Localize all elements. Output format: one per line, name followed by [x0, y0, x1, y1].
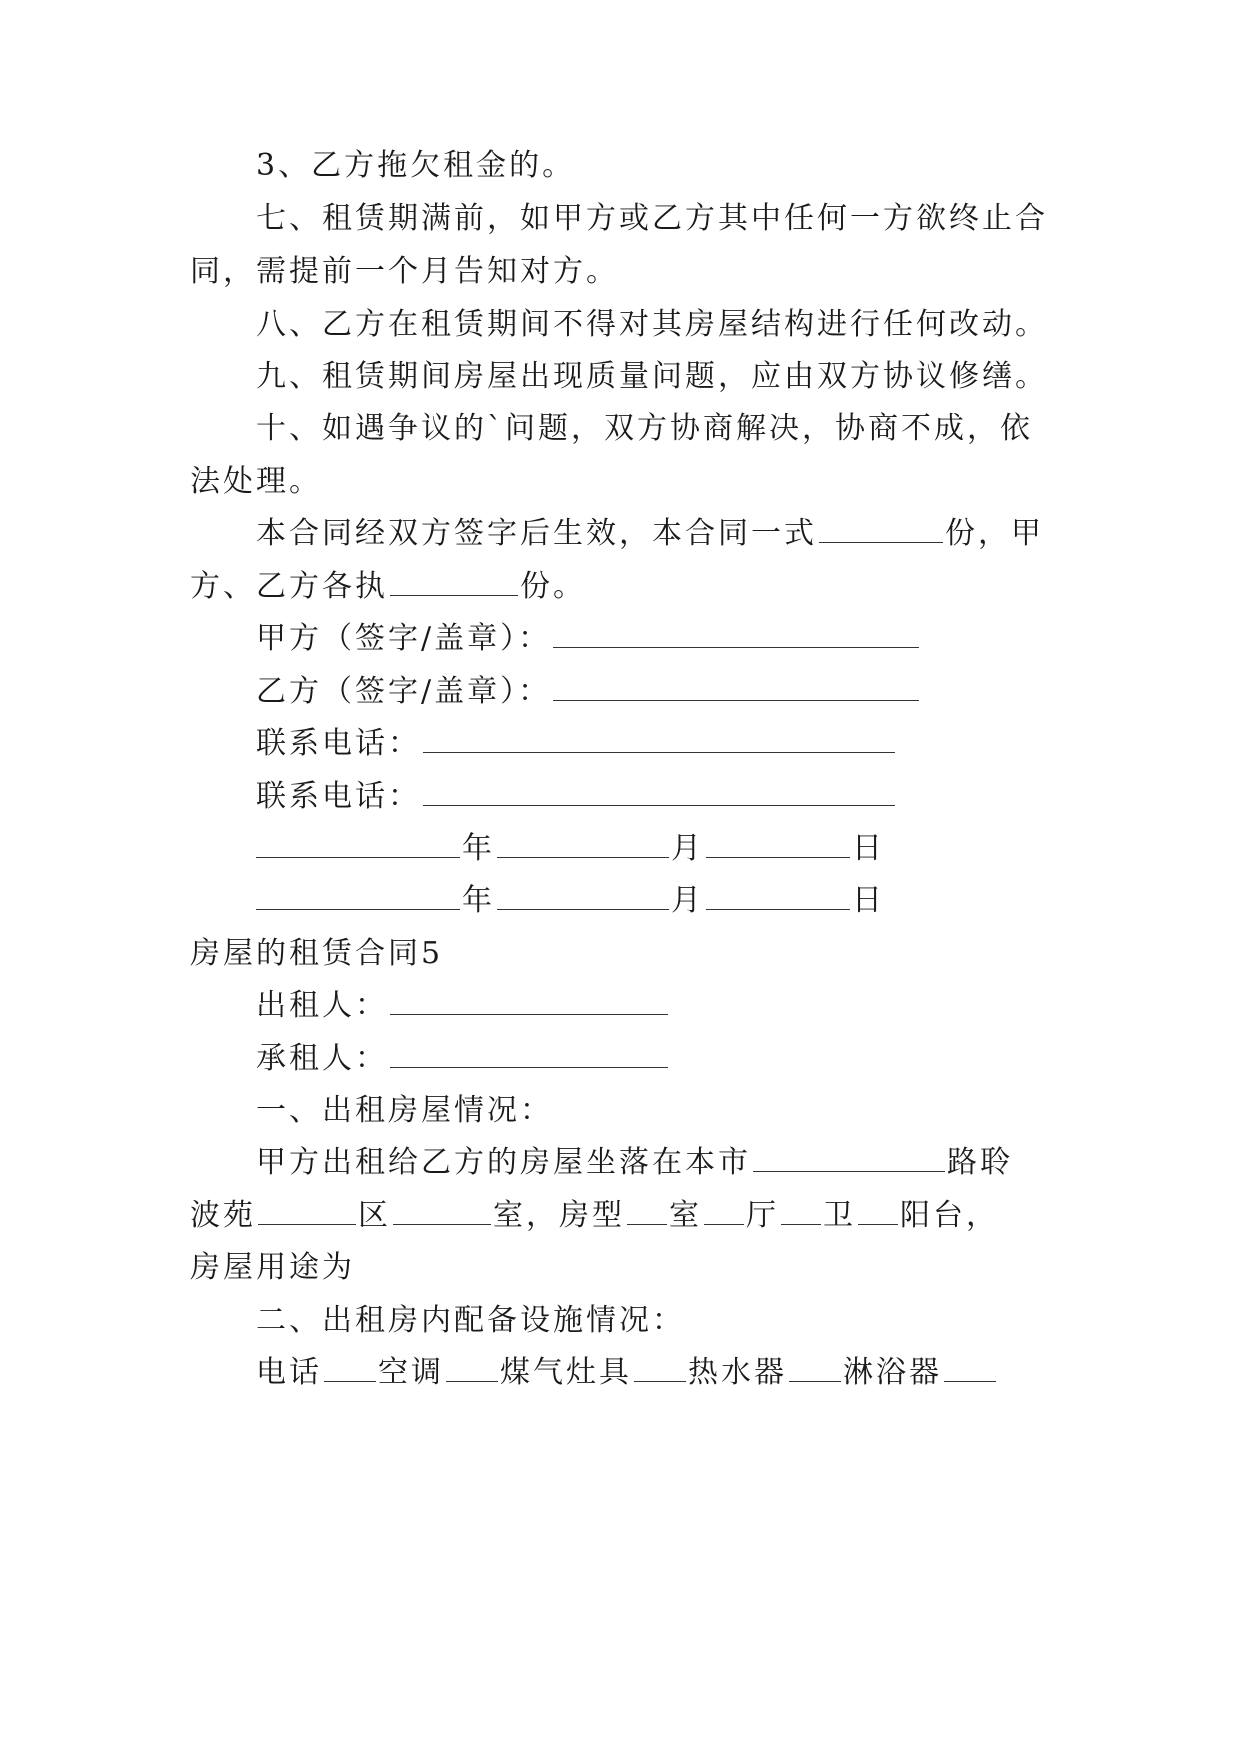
bedrooms-blank [627, 1196, 667, 1225]
facility-shower-blank [944, 1353, 996, 1382]
facility-gas-stove-blank [634, 1353, 686, 1382]
halls-label: 厅 [746, 1198, 779, 1233]
copies-line2-prefix: 方、乙方各执 [190, 569, 388, 604]
phone-blank-1 [423, 724, 895, 753]
lessor-label: 出租人： [256, 988, 388, 1023]
party-b-signature-blank [553, 672, 919, 701]
day-label-1: 日 [852, 831, 885, 866]
facilities-line [256, 1353, 1060, 1393]
facility-gas-stove: 煤气灶具 [500, 1355, 632, 1390]
day-blank-1 [706, 829, 850, 858]
section-2-title: 二、出租房内配备设施情况： [256, 1303, 685, 1338]
facility-ac: 空调 [378, 1355, 444, 1390]
day-blank-2 [706, 881, 850, 910]
clause-7-text-line1: 七、租赁期满前，如甲方或乙方其中任何一方欲终止合 [256, 201, 1048, 236]
clause-8-text: 八、乙方在租赁期间不得对其房屋结构进行任何改动。 [256, 307, 1048, 342]
copies-mid: 份，甲 [945, 516, 1044, 551]
facility-water-heater: 热水器 [688, 1355, 787, 1390]
balconies-label: 阳台， [900, 1198, 999, 1233]
phone-blank-2 [423, 777, 895, 806]
copies-count-blank [819, 514, 943, 543]
facility-phone-blank [324, 1353, 376, 1382]
year-blank-1 [256, 829, 460, 858]
clause-9-text: 九、租赁期间房屋出现质量问题，应由双方协议修缮。 [256, 359, 1048, 394]
district-label: 区 [358, 1198, 391, 1233]
year-blank-2 [256, 881, 460, 910]
year-label-1: 年 [462, 831, 495, 866]
phone-label-1: 联系电话： [256, 726, 421, 761]
contract-5-title: 房屋的租赁合同5 [190, 936, 444, 971]
room-blank [393, 1196, 491, 1225]
section-1-text-line1 [256, 1143, 1060, 1183]
clause-3-text: 3、乙方拖欠租金的。 [256, 148, 576, 183]
room-label: 室，房型 [493, 1198, 625, 1233]
phone-line-1 [256, 724, 1060, 764]
section-1-text-line2 [190, 1196, 1060, 1236]
date-line-2 [256, 881, 1060, 921]
location-prefix: 甲方出租给乙方的房屋坐落在本市 [256, 1145, 751, 1180]
party-a-signature-line [256, 619, 1060, 659]
bathrooms-blank [781, 1196, 821, 1225]
clause-10-text-line1: 十、如遇争议的`问题，双方协商解决，协商不成，依 [256, 411, 1033, 446]
halls-blank [704, 1196, 744, 1225]
section-1-title: 一、出租房屋情况： [256, 1093, 553, 1128]
party-a-signature-blank [553, 619, 919, 648]
party-b-signature-label: 乙方（签字/盖章）： [256, 674, 552, 709]
facility-shower: 淋浴器 [843, 1355, 942, 1390]
year-label-2: 年 [462, 883, 495, 918]
copies-line-2 [190, 567, 1060, 607]
lessee-blank [390, 1039, 668, 1068]
month-blank-2 [497, 881, 669, 910]
clause-10-text-line2: 法处理。 [190, 464, 322, 499]
phone-line-2 [256, 777, 1060, 817]
bathrooms-label: 卫 [823, 1198, 856, 1233]
facility-water-heater-blank [789, 1353, 841, 1382]
copies-line2-suffix: 份。 [520, 569, 586, 604]
location-garden: 波苑 [190, 1198, 256, 1233]
date-line-1 [256, 829, 1060, 869]
copies-prefix: 本合同经双方签字后生效，本合同一式 [256, 516, 817, 551]
party-a-signature-label: 甲方（签字/盖章）： [256, 621, 552, 656]
lessor-blank [390, 986, 668, 1015]
lessee-line [256, 1039, 1060, 1079]
facility-ac-blank [446, 1353, 498, 1382]
copies-line-1 [256, 514, 1060, 554]
party-b-signature-line [256, 672, 1060, 712]
clause-7-text-line2: 同，需提前一个月告知对方。 [190, 254, 619, 289]
road-blank [753, 1143, 945, 1172]
month-label-2: 月 [671, 883, 704, 918]
lessor-line [256, 986, 1060, 1026]
lessee-label: 承租人： [256, 1041, 388, 1076]
phone-label-2: 联系电话： [256, 779, 421, 814]
month-label-1: 月 [671, 831, 704, 866]
facility-phone: 电话 [256, 1355, 322, 1390]
copies-each-blank [390, 567, 518, 596]
bedrooms-label: 室 [669, 1198, 702, 1233]
day-label-2: 日 [852, 883, 885, 918]
location-road: 路聆 [947, 1145, 1013, 1180]
section-1-text-line3: 房屋用途为 [190, 1250, 355, 1285]
district-blank [258, 1196, 356, 1225]
balconies-blank [858, 1196, 898, 1225]
month-blank-1 [497, 829, 669, 858]
